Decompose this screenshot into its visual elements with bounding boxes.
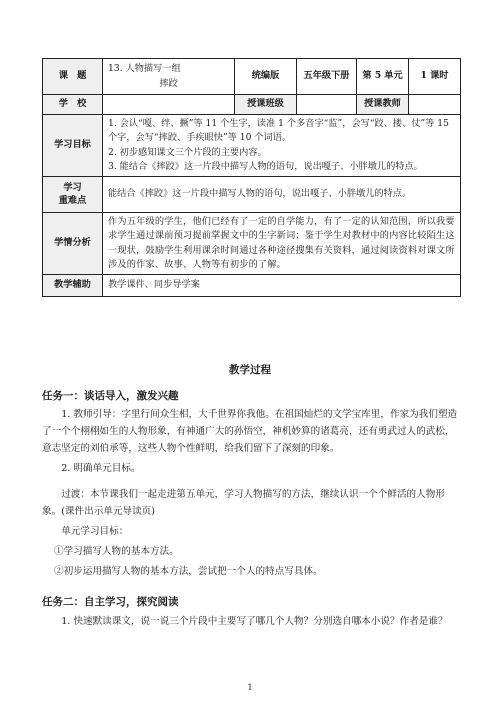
school-row: [43, 95, 461, 115]
topic-label: 课 题: [43, 59, 103, 95]
grade-cell: 五年级下册: [297, 59, 357, 95]
key-points-label-line2: 重难点: [58, 194, 87, 206]
task1-para1: 1. 教师引导：字里行间众生相，大千世界你我他。在祖国灿烂的文学宝库里，作家为我们塑造了一个个栩栩如生的人物形象，有神通广大的孙悟空，神机妙算的诸葛亮，还有勇武过人的武松，意志坚定的刘伯承等，这些人物个性鲜明，给我们留下了深刻的印象。: [42, 409, 458, 454]
lesson-info-table: [42, 58, 461, 297]
objective-item: 3. 能结合《摔跤》这一片段中描写人物的语句，说出嘎子、小胖墩儿的特点。: [108, 160, 423, 172]
task1-para2: 2. 明确单元目标。: [61, 463, 141, 474]
objectives-list: [103, 115, 461, 177]
aids-text: 教学课件、同步导学案: [103, 275, 461, 297]
hours-cell: 1 课时: [409, 59, 461, 95]
key-points-label-line1: 学习: [63, 182, 82, 194]
task2-para1: 1. 快速默读课文，说一说三个片段中主要写了哪几个人物？分别选自哪本小说？作者是谁？: [61, 616, 448, 627]
aids-label: 教学辅助: [43, 275, 103, 297]
topic-subtitle: 摔跤: [159, 77, 178, 89]
key-points-text: 能结合《摔跤》这一片段中描写人物的语句，说出嘎子、小胖墩儿的特点。: [103, 177, 461, 213]
class-value: [297, 95, 357, 115]
analysis-text: 作为五年级的学生，他们已经有了一定的自学能力，有了一定的认知范围，所以我要求学生通过课前预习提前掌握文中的生字新词；鉴于学生对教材中的内容比较陌生这一现状，鼓励学生利用课余时间通过各种途径搜集有关资料，通过阅读资料对课文所涉及的作家、故事、人物等有初步的了解。: [103, 213, 461, 275]
key-points-row: [43, 177, 461, 213]
header-row: [43, 59, 461, 95]
school-label: 学 校: [43, 95, 103, 115]
topic-cell: [103, 59, 235, 95]
aids-row: [43, 275, 461, 297]
class-label: 授课班级: [235, 95, 297, 115]
topic-title: 13. 人物描写一组: [108, 63, 181, 75]
objectives-label: 学习目标: [43, 115, 103, 177]
key-points-label: [43, 177, 103, 213]
unit-cell: 第 5 单元: [357, 59, 409, 95]
objective-item: 1. 会认“嘎、绊、撅”等 11 个生字，读准 1 个多音字“监”，会写“跤、搂、仗”等 15 个字，会写“摔跤、手疾眼快”等 10 个词语。: [108, 118, 449, 144]
edition-cell: 统编版: [235, 59, 297, 95]
task1-para4: 单元学习目标：: [61, 526, 129, 537]
process-title: 教学过程: [229, 364, 271, 376]
school-value: [103, 95, 235, 115]
page-number: 1: [247, 683, 253, 692]
objectives-row: [43, 115, 461, 177]
task1-para3: 过渡：本节课我们一起走进第五单元，学习人物描写的方法，继续认识一个个鲜活的人物形象。(课件出示单元导读页): [42, 489, 445, 517]
teacher-value: [409, 95, 461, 115]
task2-title: 任务二：自主学习，探究阅读: [42, 596, 179, 608]
analysis-row: [43, 213, 461, 275]
unit-goal-1: ①学习描写人物的基本方法。: [54, 546, 179, 557]
teacher-label: 授课教师: [357, 95, 409, 115]
task1-title: 任务一：谈话导入，激发兴趣: [42, 390, 179, 402]
analysis-label: 学情分析: [43, 213, 103, 275]
unit-goal-2: ②初步运用描写人物的基本方法，尝试把一个人的特点写具体。: [54, 566, 323, 577]
objective-item: 2. 初步感知课文三个片段的主要内容。: [108, 146, 267, 158]
